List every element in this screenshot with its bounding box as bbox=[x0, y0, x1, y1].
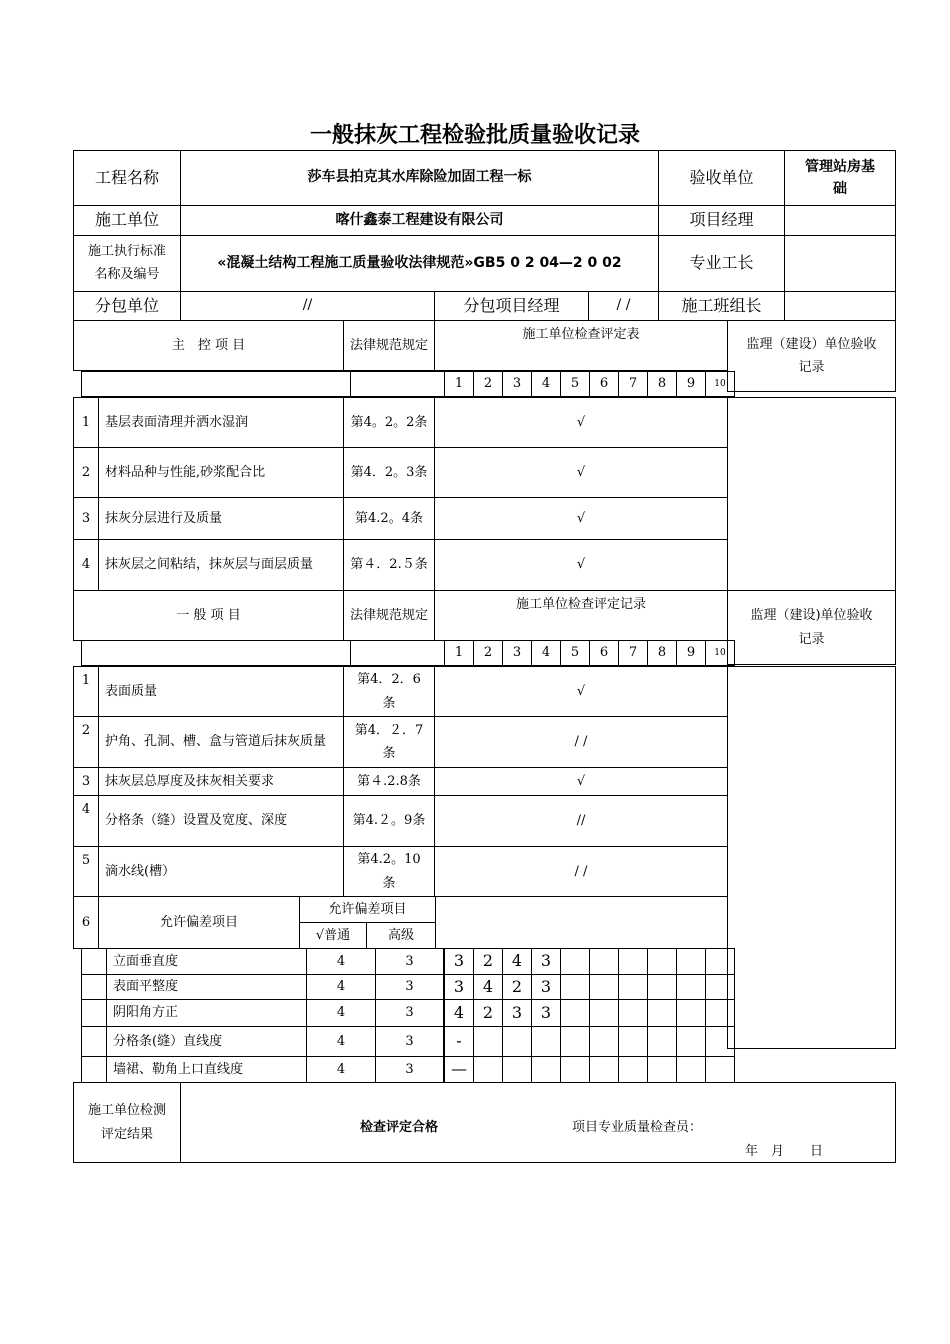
deviation-value bbox=[618, 999, 648, 1027]
subcontract-manager: / / bbox=[588, 291, 659, 321]
main-supervision-record bbox=[727, 397, 896, 591]
item-result: // bbox=[434, 795, 728, 847]
deviation-row-high: 3 bbox=[375, 1026, 444, 1057]
deviation-row-name: 立面垂直度 bbox=[106, 948, 307, 975]
deviation-value bbox=[647, 1056, 677, 1083]
subcontract-unit-label: 分包单位 bbox=[73, 291, 181, 321]
check-number-cell: 8 bbox=[647, 640, 677, 666]
main-check-label: 施工单位检查评定表 bbox=[434, 320, 728, 371]
check-number-cell: 7 bbox=[618, 371, 648, 397]
deviation-value bbox=[676, 999, 706, 1027]
construction-unit: 喀什鑫泰工程建设有限公司 bbox=[180, 205, 659, 236]
deviation-row-blank bbox=[81, 948, 107, 975]
deviation-value bbox=[560, 1056, 590, 1083]
item-name: 基层表面清理并洒水湿润 bbox=[98, 397, 344, 448]
deviation-row-high: 3 bbox=[375, 948, 444, 975]
deviation-value: 4 bbox=[473, 974, 503, 1000]
deviation-value: 3 bbox=[502, 999, 532, 1027]
foreman bbox=[784, 235, 896, 292]
check-number-cell: 7 bbox=[618, 640, 648, 666]
deviation-row-high: 3 bbox=[375, 999, 444, 1027]
foreman-label: 专业工长 bbox=[658, 235, 785, 292]
item-name: 滴水线(槽） bbox=[98, 846, 344, 897]
item-result: √ bbox=[434, 767, 728, 796]
item-no: 4 bbox=[73, 539, 99, 591]
deviation-value bbox=[705, 1026, 735, 1057]
deviation-value bbox=[676, 1026, 706, 1057]
standard-label: 施工执行标准名称及编号 bbox=[73, 235, 181, 292]
item-no: 3 bbox=[73, 767, 99, 796]
deviation-value bbox=[618, 948, 648, 975]
deviation-no: 6 bbox=[73, 896, 99, 949]
project-name: 莎车县拍克其水库除险加固工程一标 bbox=[180, 150, 659, 206]
deviation-value bbox=[589, 948, 619, 975]
item-spec: 第４．2.５条 bbox=[343, 539, 435, 591]
deviation-value bbox=[647, 974, 677, 1000]
deviation-value: 3 bbox=[531, 974, 561, 1000]
deviation-value bbox=[647, 1026, 677, 1057]
deviation-row-normal: 4 bbox=[306, 1056, 376, 1083]
check-number-cell: 2 bbox=[473, 640, 503, 666]
deviation-row-name: 阴阳角方正 bbox=[106, 999, 307, 1027]
footer-unit-label: 施工单位检测评定结果 bbox=[73, 1082, 181, 1163]
team-leader bbox=[784, 291, 896, 321]
item-no: 1 bbox=[73, 397, 99, 448]
project-name-label: 工程名称 bbox=[73, 150, 181, 206]
deviation-value bbox=[560, 999, 590, 1027]
item-result: √ bbox=[434, 397, 728, 448]
main-numrow-blank2 bbox=[350, 371, 445, 397]
project-manager bbox=[784, 205, 896, 236]
item-no: 2 bbox=[73, 716, 99, 768]
item-no: 4 bbox=[73, 795, 99, 847]
deviation-check-blank bbox=[435, 896, 728, 949]
deviation-value bbox=[531, 1026, 561, 1057]
deviation-row-name: 墙裙、勒角上口直线度 bbox=[106, 1056, 307, 1083]
deviation-row-normal: 4 bbox=[306, 974, 376, 1000]
deviation-value bbox=[560, 974, 590, 1000]
deviation-value bbox=[618, 974, 648, 1000]
check-number-cell: 1 bbox=[444, 640, 474, 666]
check-number-cell: 2 bbox=[473, 371, 503, 397]
item-result: √ bbox=[434, 447, 728, 498]
item-result: / / bbox=[434, 716, 728, 768]
deviation-value bbox=[473, 1026, 503, 1057]
general-numrow-blank bbox=[81, 640, 351, 666]
acceptance-unit: 管理站房基础 bbox=[784, 150, 896, 206]
item-name: 抹灰分层进行及质量 bbox=[98, 497, 344, 540]
main-spec-label: 法律规范规定 bbox=[343, 320, 435, 371]
item-result: √ bbox=[434, 539, 728, 591]
deviation-value bbox=[676, 1056, 706, 1083]
deviation-value bbox=[705, 999, 735, 1027]
deviation-value bbox=[676, 974, 706, 1000]
item-result: / / bbox=[434, 846, 728, 897]
item-spec: 第4。2。2条 bbox=[343, 397, 435, 448]
deviation-row-blank bbox=[81, 974, 107, 1000]
item-name: 材料品种与性能,砂浆配合比 bbox=[98, 447, 344, 498]
general-numrow-blank2 bbox=[350, 640, 445, 666]
deviation-row-blank bbox=[81, 1026, 107, 1057]
general-supervision-label: 监理（建设)单位验收记录 bbox=[727, 590, 896, 665]
item-spec: 第4.2。4条 bbox=[343, 497, 435, 540]
check-number-cell: 8 bbox=[647, 371, 677, 397]
item-spec: 第４.2.8条 bbox=[343, 767, 435, 796]
deviation-row-high: 3 bbox=[375, 1056, 444, 1083]
check-number-cell: 6 bbox=[589, 371, 619, 397]
deviation-row-normal: 4 bbox=[306, 1026, 376, 1057]
acceptance-unit-label: 验收单位 bbox=[658, 150, 785, 206]
item-no: 3 bbox=[73, 497, 99, 540]
item-result: √ bbox=[434, 497, 728, 540]
deviation-label: 允许偏差项目 bbox=[98, 896, 300, 949]
item-spec: 第4.２。9条 bbox=[343, 795, 435, 847]
check-number-cell: 10 bbox=[705, 371, 735, 397]
deviation-value: 2 bbox=[473, 999, 503, 1027]
check-number-cell: 9 bbox=[676, 640, 706, 666]
deviation-value bbox=[589, 999, 619, 1027]
deviation-high-label: 高级 bbox=[366, 922, 436, 949]
deviation-value bbox=[502, 1026, 532, 1057]
footer-date-label: 年 月 日 bbox=[745, 1144, 824, 1159]
team-leader-label: 施工班组长 bbox=[658, 291, 785, 321]
main-supervision-label: 监理（建设）单位验收记录 bbox=[727, 320, 896, 392]
deviation-value bbox=[705, 974, 735, 1000]
deviation-value bbox=[589, 1026, 619, 1057]
deviation-value: 3 bbox=[531, 948, 561, 975]
deviation-value: 4 bbox=[502, 948, 532, 975]
main-control-label: 主 控 项 目 bbox=[73, 320, 344, 371]
deviation-value bbox=[560, 1026, 590, 1057]
check-number-cell: 5 bbox=[560, 640, 590, 666]
deviation-value bbox=[589, 1056, 619, 1083]
item-spec: 第4．2．6条 bbox=[343, 666, 435, 717]
item-spec: 第4.2。10条 bbox=[343, 846, 435, 897]
deviation-value: - bbox=[444, 1026, 474, 1057]
item-result: √ bbox=[434, 666, 728, 717]
item-name: 表面质量 bbox=[98, 666, 344, 717]
check-number-cell: 10 bbox=[705, 640, 735, 666]
deviation-value: 3 bbox=[444, 948, 474, 975]
deviation-value: 2 bbox=[473, 948, 503, 975]
item-name: 抹灰层总厚度及抹灰相关要求 bbox=[98, 767, 344, 796]
deviation-value bbox=[531, 1056, 561, 1083]
deviation-value: 4 bbox=[444, 999, 474, 1027]
deviation-value bbox=[618, 1056, 648, 1083]
item-spec: 第4．２．7条 bbox=[343, 716, 435, 768]
item-name: 抹灰层之间粘结，抹灰层与面层质量 bbox=[98, 539, 344, 591]
check-number-cell: 9 bbox=[676, 371, 706, 397]
deviation-row-high: 3 bbox=[375, 974, 444, 1000]
subcontract-unit: // bbox=[180, 291, 435, 321]
general-spec-label: 法律规范规定 bbox=[343, 590, 435, 641]
main-numrow-blank bbox=[81, 371, 351, 397]
deviation-value bbox=[502, 1056, 532, 1083]
general-label: 一 般 项 目 bbox=[73, 590, 344, 641]
deviation-row-blank bbox=[81, 999, 107, 1027]
footer-result: 检查评定合格 bbox=[360, 1120, 439, 1135]
deviation-value bbox=[647, 948, 677, 975]
general-supervision-record bbox=[727, 666, 896, 1049]
deviation-row-name: 表面平整度 bbox=[106, 974, 307, 1000]
general-check-label: 施工单位检查评定记录 bbox=[434, 590, 728, 641]
deviation-value bbox=[647, 999, 677, 1027]
check-number-cell: 4 bbox=[531, 371, 561, 397]
deviation-row-name: 分格条(缝）直线度 bbox=[106, 1026, 307, 1057]
deviation-row-blank bbox=[81, 1056, 107, 1083]
deviation-sub-label: 允许偏差项目 bbox=[299, 896, 436, 923]
check-number-cell: 4 bbox=[531, 640, 561, 666]
item-no: 1 bbox=[73, 666, 99, 717]
deviation-value: — bbox=[444, 1056, 474, 1083]
check-number-cell: 6 bbox=[589, 640, 619, 666]
deviation-value: 2 bbox=[502, 974, 532, 1000]
deviation-value: 3 bbox=[531, 999, 561, 1027]
deviation-value bbox=[589, 974, 619, 1000]
deviation-value: 3 bbox=[444, 974, 474, 1000]
subcontract-manager-label: 分包项目经理 bbox=[434, 291, 589, 321]
item-name: 分格条（缝）设置及宽度、深度 bbox=[98, 795, 344, 847]
project-manager-label: 项目经理 bbox=[658, 205, 785, 236]
deviation-value bbox=[473, 1056, 503, 1083]
deviation-value bbox=[676, 948, 706, 975]
construction-unit-label: 施工单位 bbox=[73, 205, 181, 236]
check-number-cell: 5 bbox=[560, 371, 590, 397]
check-number-cell: 3 bbox=[502, 371, 532, 397]
page-title: 一般抹灰工程检验批质量验收记录 bbox=[309, 123, 640, 148]
check-number-cell: 1 bbox=[444, 371, 474, 397]
item-no: 2 bbox=[73, 447, 99, 498]
deviation-row-normal: 4 bbox=[306, 948, 376, 975]
deviation-value bbox=[560, 948, 590, 975]
footer-inspector-label: 项目专业质量检查员： bbox=[572, 1120, 703, 1135]
deviation-row-normal: 4 bbox=[306, 999, 376, 1027]
deviation-value bbox=[618, 1026, 648, 1057]
item-spec: 第4．2。3条 bbox=[343, 447, 435, 498]
standard: «混凝土结构工程施工质量验收法律规范»GB5 0 2 04—2 0 02 bbox=[180, 235, 659, 292]
deviation-normal-label: √普通 bbox=[299, 922, 367, 949]
deviation-value bbox=[705, 1056, 735, 1083]
item-name: 护角、孔洞、槽、盒与管道后抹灰质量 bbox=[98, 716, 344, 768]
item-no: 5 bbox=[73, 846, 99, 897]
check-number-cell: 3 bbox=[502, 640, 532, 666]
deviation-value bbox=[705, 948, 735, 975]
